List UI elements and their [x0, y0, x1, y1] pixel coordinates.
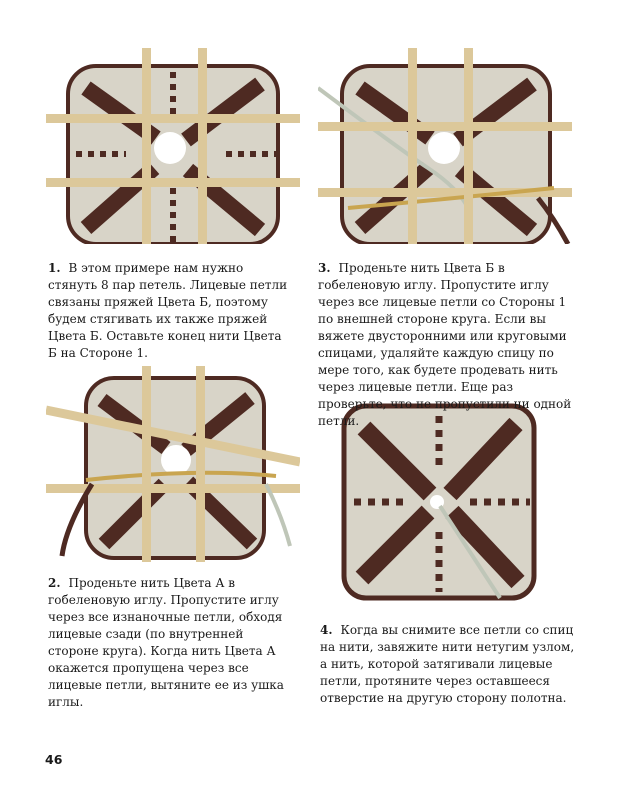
- step-number: 4.: [320, 623, 333, 637]
- step-1: [48, 260, 288, 362]
- step-4: [320, 622, 576, 707]
- photo-step-3: [318, 48, 572, 244]
- step-number: 2.: [48, 576, 61, 590]
- step-text: Проденьте нить Цвета А в гобеленовую иглу. Пропустите иглу через все изнаночные петли, обходя лицевые сзади (по внутренней стороне круга). Когда нить Цвета А окажется пропущена через все лицевые петли, вытяните ее из ушка иглы.: [48, 576, 284, 709]
- page-number: 46: [45, 752, 63, 767]
- photo-step-1: [46, 48, 300, 244]
- step-number: 3.: [318, 261, 331, 275]
- photo-step-4: [340, 402, 540, 602]
- step-2: [48, 575, 292, 711]
- step-text: Проденьте нить Цвета Б в гобеленовую иглу. Пропустите иглу через все лицевые петли со Стороны 1 по внешней стороне круга. Если вы вяжете двусторонними или круговыми спицами, удаляйте каждую спицу по мере того, как будете продевать нить через лицевые петли. Еще раз проверьте, что не пропустили ни одной петли.: [318, 261, 572, 428]
- photo-step-2: [46, 366, 300, 562]
- step-text: Когда вы снимите все петли со спиц на нити, завяжите нити нетугим узлом, а нить, которой затягивали лицевые петли, протяните через оставшееся отверстие на другую сторону полотна.: [320, 623, 575, 705]
- step-3: [318, 260, 574, 430]
- step-number: 1.: [48, 261, 61, 275]
- step-text: В этом примере нам нужно стянуть 8 пар петель. Лицевые петли связаны пряжей Цвета Б, поэтому будем стягивать их также пряжей Цвета Б. Оставьте конец нити Цвета Б на Стороне 1.: [48, 261, 288, 360]
